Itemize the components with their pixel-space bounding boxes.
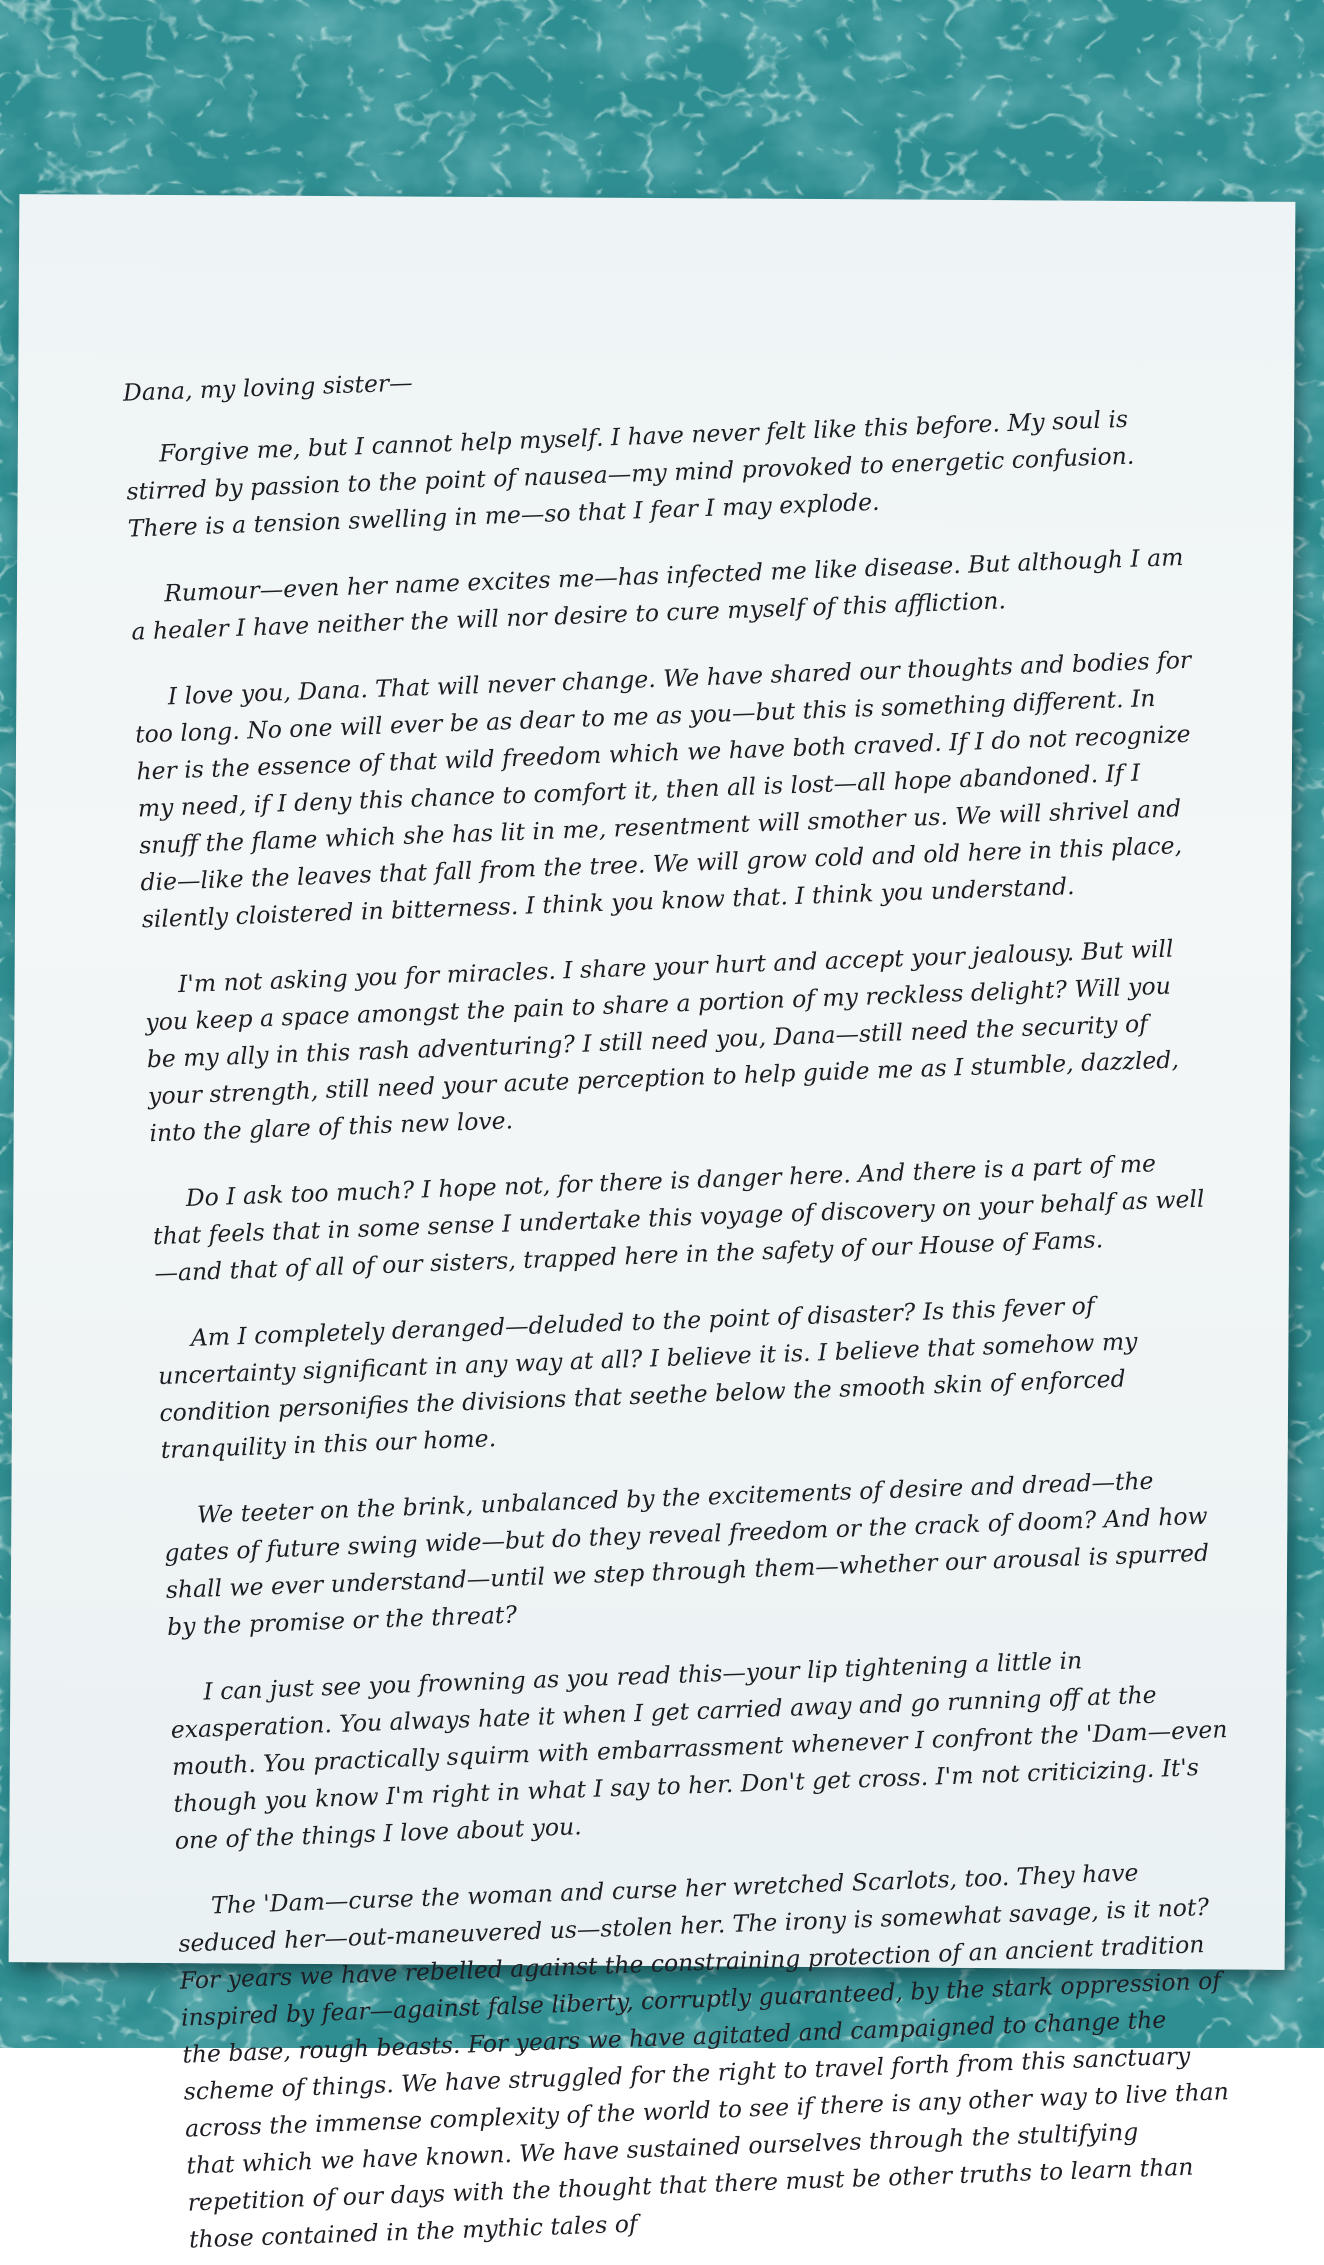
- letter-paragraph: Do I ask too much? I hope not, for there is danger here. And there is a part of me that feels that in some sense I undertake this voyage of discovery on your behalf as well—and that of all of our sisters, trapped here in the safety of our House of Fams.: [152, 1149, 1205, 1288]
- letter-paragraph: I'm not asking you for miracles. I share your hurt and accept your jealousy. But will you keep a space amongst the pain to share a portion of my reckless delight? Will you be my ally in this rash adventuring? I still need you, Dana—still need the security of your strength, still need your acute perception to help guide me as I stumble, dazzled, into the glare of this new love.: [144, 934, 1180, 1148]
- letter-body: [122, 337, 1249, 2259]
- letter-page: [9, 194, 1296, 2254]
- letter-paragraph: The 'Dam—curse the woman and curse her wretched Scarlots, too. They have seduced her—out-maneuvered us—stolen her. The irony is somewhat savage, is it not? For years we have rebelled against the constraining protection of an ancient tradition inspired by fear—against false liberty, corruptly guaranteed, by the stark oppression of the base, rough beasts. For years we have agitated and campaigned to change the scheme of things. We have struggled for the right to travel forth from this sanctuary across the immense complexity of the world to see if there is any other way to live than that which we have known. We have sustained ourselves through the stultifying repetition of our days with the thought that there must be other truths to learn than those contained in the mythic tales of: [177, 1858, 1230, 2254]
- letter-paragraph: I love you, Dana. That will never change. We have shared our thoughts and bodies for too long. No one will ever be as dear to me as you—but this is something different. In her is the essence of that wild freedom which we have both craved. If I do not recognize my need, if I deny this chance to comfort it, then all is lost—all hope abandoned. If I snuff the flame which she has lit in me, resentment will smother us. We will shrivel and die—like the leaves that fall from the tree. We will grow cold and old here in this place, silently cloistered in bitterness. I think you know that. I think you understand.: [134, 645, 1192, 934]
- salutation: Dana, my loving sister—: [122, 368, 414, 407]
- letter-paragraph: Rumour—even her name excites me—has infected me like disease. But although I am a healer I have neither the will nor desire to cure myself of this affliction.: [131, 542, 1184, 646]
- letter-paragraph: We teeter on the brink, unbalanced by the excitements of desire and dread—the gates of future swing wide—but do they reveal freedom or the crack of doom? And how shall we ever understand—until we step through them—whether our arousal is spurred by the promise or the threat?: [163, 1466, 1210, 1641]
- letter-paragraph: Am I completely deranged—deluded to the point of disaster? Is this fever of uncertainty significant in any way at all? I believe it is. I believe that somehow my condition personifies the divisions that seethe below the smooth skin of enforced tranquility in this our home.: [157, 1291, 1138, 1465]
- letter-paragraph: I can just see you frowning as you read this—your lip tightening a little in exasperation. You always hate it when I get carried away and go running off at the mouth. You practically squirm with embarrassment whenever I confront the 'Dam—even though you know I'm right in what I say to her. Don't get cross. I'm not criticizing. It's one of the things I love about you.: [170, 1646, 1228, 1855]
- letter-paragraph: Forgive me, but I cannot help myself. I have never felt like this before. My soul is stirred by passion to the point of nausea—my mind provoked to energetic confusion. There is a tension swelling in me—so that I fear I may explode.: [125, 404, 1135, 543]
